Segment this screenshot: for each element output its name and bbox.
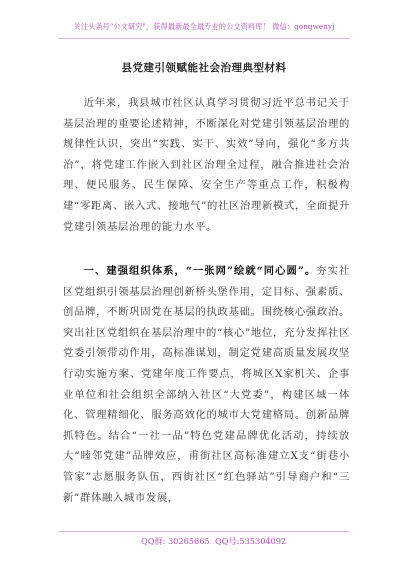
footer-divider <box>58 531 350 532</box>
footer-qq-number: QQ号:535304092 <box>215 536 287 546</box>
document-title: 县党建引领赋能社会治理典型材料 <box>121 62 287 74</box>
footer-qq-group: QQ群: 30265665 <box>141 536 210 546</box>
intro-paragraph: 近年来，我县城市社区认真学习贯彻习近平总书记关于基层治理的重要论述精神，不断深化对党建引领基层治理的规律性认识，突出“实践、实干、实效”导向，强化“多方共治”，将党建工作嵌入到社区治理全过程，融合推进社会治理、便民服务、民生保障、安全生产等重点工作，积极构建“零距离、嵌入式、接地气”的社区治理新模式，全面提升党建引领基层治理的能力水平。 <box>63 97 350 233</box>
footer <box>0 536 408 550</box>
header-note: 关注头条号"公文研究"，获得最新最全最专业的公文资料库！ 微信：gongwenyj <box>73 22 335 31</box>
header-divider <box>58 38 350 39</box>
section-1-heading: 一、建强组织体系，“一张网”绘就“同心圆”。 <box>83 265 317 277</box>
section-1-paragraph <box>63 261 350 508</box>
section-1-text: 夯实社区党组织引领基层治理创新桥头堡作用，定目标、强素质、创品牌，不断巩固党在基层的执政基础。围绕核心强政治。突出社区党组织在基层治理中的“核心”地位，充分发挥社区党委引领带动作用，高标准谋划，制定党建高质量发展攻坚行动实施方案、党建年度工作要点，将城区X家机关、企事业单位和社会组织全部纳入社区“大党委”，构建区域一体化、管理精细化、服务高效化的城市大党建格局。创新品牌抓特色。结合“一社一品”特色党建品牌优化活动，持续放大“睦邻党建”品牌效应，甫街社区高标准建立X支“街巷小管家”志愿服务队伍，西街社区“红色驿站”引导商户和“三新”群体融入城市发展， <box>63 265 350 504</box>
